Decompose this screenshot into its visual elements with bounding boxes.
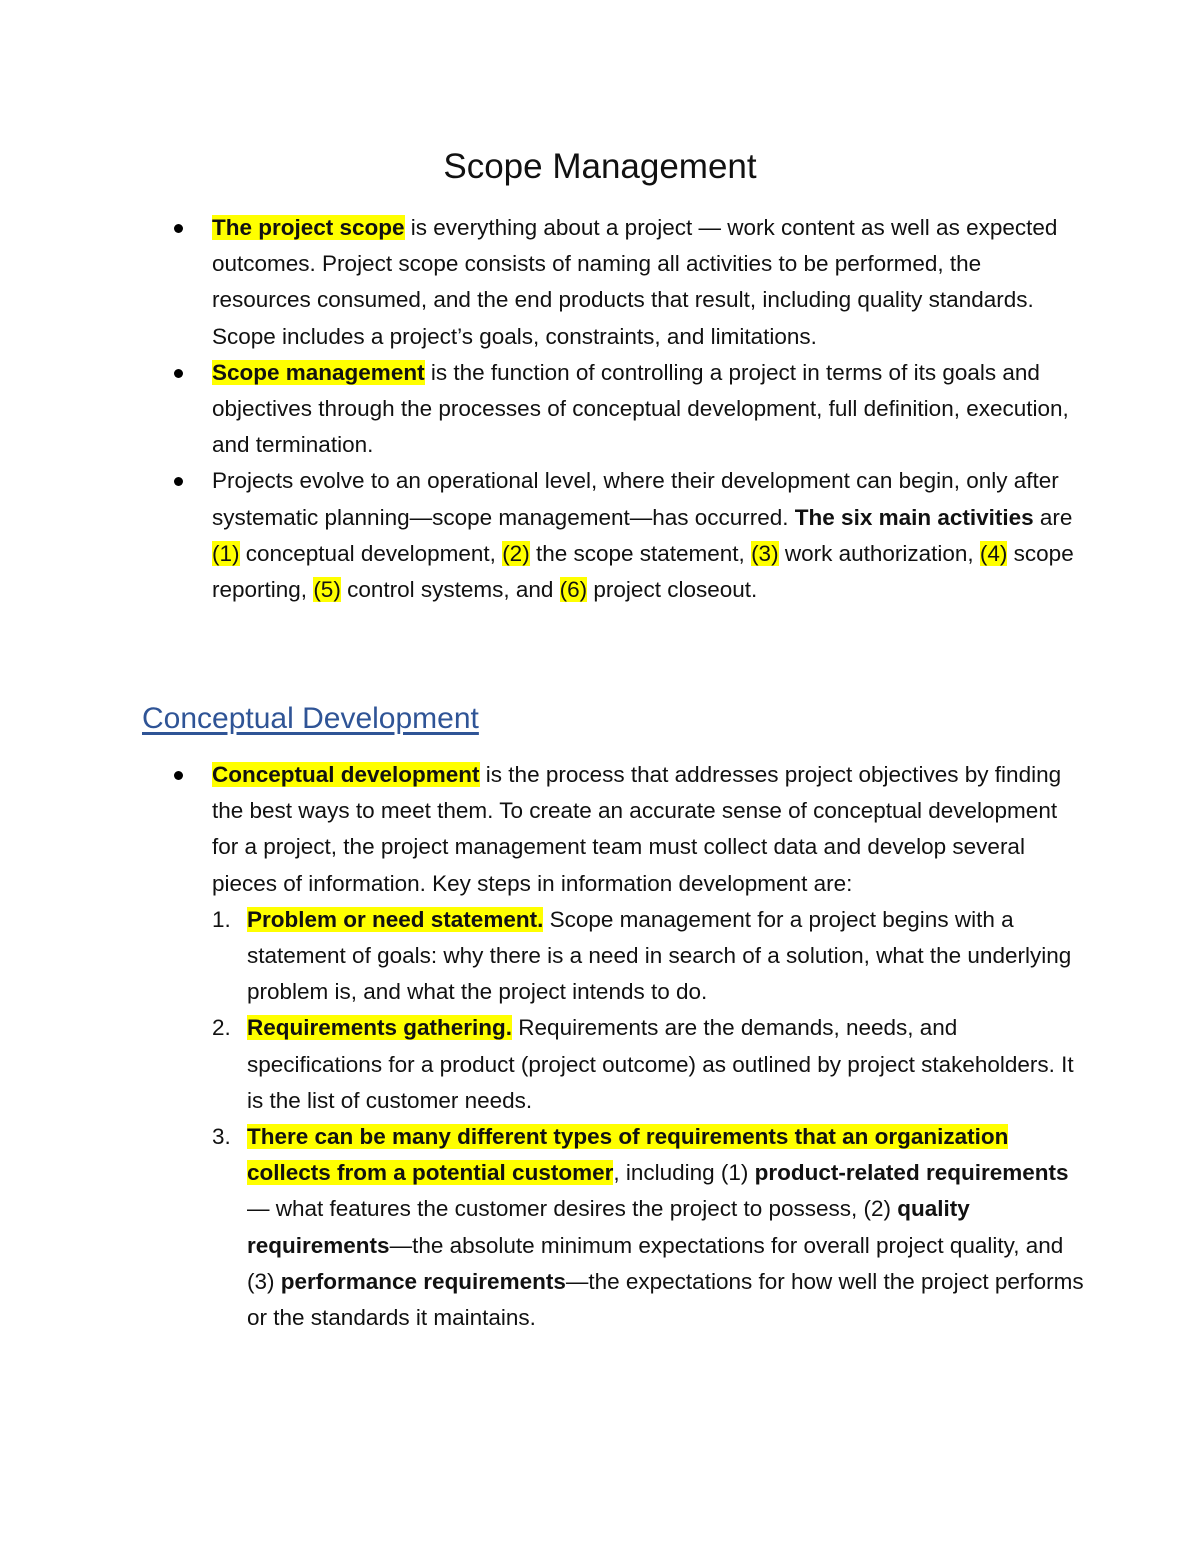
list-item <box>212 757 1082 1336</box>
activity-number: (2) <box>502 540 530 566</box>
step-number: 2. <box>212 1015 231 1041</box>
activity-number: (6) <box>559 577 588 603</box>
step-item <box>212 902 1087 1011</box>
bullet-icon <box>174 477 183 486</box>
list-item <box>212 210 1082 355</box>
page-title: Scope Management <box>443 147 757 186</box>
step-number: 3. <box>212 1124 231 1150</box>
step-number: 1. <box>212 906 231 932</box>
bullet-icon <box>174 224 183 233</box>
conceptual-development-list <box>212 757 1082 1336</box>
item-text: Projects evolve to an operational level, where their development can begin, only after systematic planning—scope management—has occurred. <box>212 468 1059 530</box>
highlighted-term: There can be many different types of requirements that an organization collects from a potential customer <box>247 1124 1009 1186</box>
scope-bullet-list <box>212 210 1082 608</box>
step-item: 3. There can be many different types of requirements that an organization collects from a potential customer, including (1) product-related requirements— what features the customer desires the project to possess, (2) quality requirements—the absolute minimum expectations for overall project quality, and (3) performance requirements—the expectations for how well the project performs or the standards it maintains. <box>247 1119 1087 1336</box>
highlighted-term: Requirements gathering. <box>247 1015 513 1041</box>
bold-text: performance requirements <box>280 1268 566 1294</box>
bullet-icon <box>174 771 183 780</box>
bold-text: The six main activities <box>794 504 1034 530</box>
activity-number: (1) <box>212 540 240 566</box>
activity-number: (3) <box>751 540 779 566</box>
step-text: Scope management for a project begins with a statement of goals: why there is a need in search of a solution, what the underlying problem is, and what the project intends to do. <box>247 906 1072 1005</box>
highlighted-term: Problem or need statement. <box>247 906 544 932</box>
section-heading: Conceptual Development <box>142 702 479 735</box>
activity-number: (5) <box>313 577 341 603</box>
list-item <box>212 355 1082 464</box>
bold-text: product-related requirements <box>754 1160 1069 1186</box>
step-text: Requirements are the demands, needs, and specifications for a product (project outcome) as outlined by project stakeholders. It is the list of customer needs. <box>247 1015 1074 1113</box>
list-item: Projects evolve to an operational level, where their development can begin, only after systematic planning—scope management—has occurred. The six main activities are (1) conceptual development, (2) the scope statement, (3) work authorization, (4) scope reporting, (5) control systems, and (6) project closeout. <box>212 463 1082 608</box>
bold-text: quality requirements <box>247 1196 970 1258</box>
activity-number: (4) <box>979 540 1008 566</box>
step-item <box>212 1010 1087 1119</box>
bullet-icon <box>174 369 183 378</box>
highlighted-term: Conceptual development <box>212 762 480 787</box>
item-text: is everything about a project — work content as well as expected outcomes. Project scope consists of naming all activities to be performed, the resources consumed, and the end products that result, including quality standards. Scope includes a project’s goals, constraints, and limitations. <box>212 215 1058 349</box>
highlighted-term: The project scope <box>212 215 405 240</box>
item-text: is the function of controlling a project in terms of its goals and objectives through the processes of conceptual development, full definition, execution, and termination. <box>212 359 1069 458</box>
item-text: is the process that addresses project objectives by finding the best ways to meet them. To create an accurate sense of conceptual development for a project, the project management team must collect data and develop several pieces of information. Key steps in information development are: <box>212 762 1062 896</box>
steps-list <box>212 902 1087 1336</box>
highlighted-term: Scope management <box>212 359 425 385</box>
